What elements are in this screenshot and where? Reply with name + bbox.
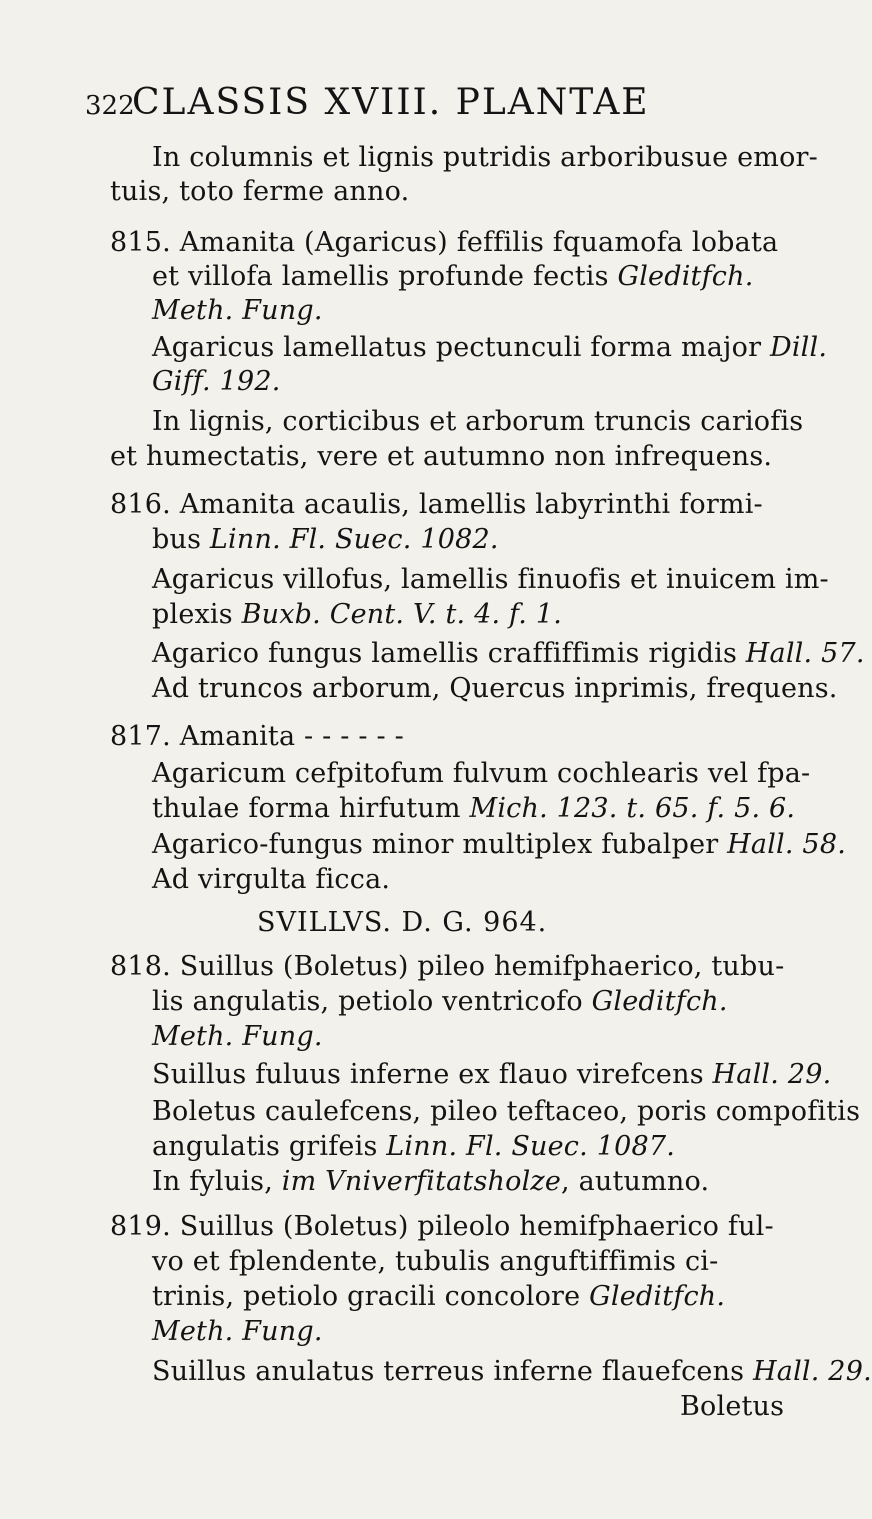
page-number: 322 (85, 91, 135, 121)
citation: Gleditfch. (617, 261, 754, 292)
citation: Meth. Fung. (152, 1021, 323, 1052)
line-text: In lignis, corticibus et arborum truncis cariofis (152, 406, 804, 437)
page-header (0, 78, 800, 128)
text-line (152, 331, 827, 365)
text-line (110, 720, 404, 754)
line-text: SVILLVS. D. G. 964. (257, 907, 548, 938)
line-text: Ad truncos arborum, Quercus inprimis, frequens. (152, 673, 838, 704)
citation: Hall. 57. (745, 638, 865, 669)
text-line (152, 1058, 831, 1092)
line-text: Suillus anulatus terreus inferne flauefcens (152, 1356, 754, 1387)
text-line (152, 365, 281, 399)
line-text: Ad virgulta ficca. (152, 864, 391, 895)
text-line (680, 1390, 784, 1424)
text-line (152, 1315, 323, 1349)
text-line (152, 523, 499, 557)
citation: Meth. Fung. (152, 1316, 323, 1347)
text-line (110, 488, 763, 522)
text-line (152, 985, 728, 1019)
text-line (152, 757, 810, 791)
line-text: trinis, petiolo gracili concolore (152, 1281, 590, 1312)
line-text: 819. Suillus (Boletus) pileolo hemifphaerico ful- (110, 1211, 774, 1242)
citation: Hall. 29. (753, 1356, 872, 1387)
citation: Meth. Fung. (152, 295, 323, 326)
line-text: Agarico fungus lamellis craffiffimis rigidis (152, 638, 746, 669)
citation: Mich. 123. t. 65. f. 5. 6. (469, 793, 796, 824)
line-text-after: , autumno. (561, 1166, 710, 1197)
text-line (152, 1355, 872, 1389)
text-line (152, 141, 818, 175)
citation: Dill. (769, 332, 828, 363)
line-text: angulatis grifeis (152, 1131, 387, 1162)
line-text: 818. Suillus (Boletus) pileo hemifphaerico, tubu- (110, 951, 785, 982)
citation: Gleditfch. (589, 1281, 726, 1312)
text-line (152, 1130, 675, 1164)
line-text: Agarico-fungus minor multiplex fubalper (152, 829, 728, 860)
running-title: CLASSIS XVIII. PLANTAE (132, 82, 650, 123)
text-line (152, 563, 829, 597)
text-line (110, 226, 778, 260)
text-line (152, 1280, 725, 1314)
line-text: tuis, toto ferme anno. (110, 176, 410, 207)
text-line (110, 950, 784, 984)
line-text: vo et fplendente, tubulis anguftiffimis ci- (152, 1246, 719, 1277)
citation: Hall. 29. (712, 1059, 832, 1090)
line-text: lis angulatis, petiolo ventricofo (152, 986, 592, 1017)
text-line (152, 1245, 718, 1279)
text-line (152, 828, 846, 862)
citation: Gleditfch. (591, 986, 728, 1017)
line-text: Agaricus villofus, lamellis finuofis et inuicem im- (152, 564, 829, 595)
text-line (110, 440, 772, 474)
text-line (152, 672, 838, 706)
line-text: 816. Amanita acaulis, lamellis labyrinthi formi- (110, 489, 763, 520)
line-text: et humectatis, vere et autumno non infrequens. (110, 441, 773, 472)
line-text: bus (152, 524, 210, 555)
text-line (152, 792, 795, 826)
line-text: Agaricum cefpitofum fulvum cochlearis vel fpa- (152, 758, 811, 789)
citation: Linn. Fl. Suec. 1082. (209, 524, 499, 555)
line-text: Boletus caulefcens, pileo teftaceo, poris compofitis (152, 1096, 861, 1127)
line-text: plexis (152, 599, 242, 630)
text-line (110, 175, 409, 209)
line-text: Boletus (680, 1391, 785, 1422)
text-line (152, 260, 753, 294)
text-line (152, 637, 865, 671)
line-text: In columnis et lignis putridis arboribusue emor- (152, 142, 818, 173)
text-line (152, 863, 390, 897)
text-line (152, 1165, 709, 1199)
line-text: Suillus fuluus inferne ex flauo virefcens (152, 1059, 713, 1090)
text-line (152, 598, 562, 632)
text-line (152, 1020, 323, 1054)
citation: Giff. 192. (152, 366, 281, 397)
text-line (110, 1210, 774, 1244)
citation: Hall. 58. (727, 829, 846, 860)
citation: im Vniverfitatsholze (281, 1166, 562, 1197)
line-text: 817. Amanita - - - - - - (110, 721, 404, 752)
text-line (152, 405, 803, 439)
text-line (257, 906, 547, 940)
citation: Buxb. Cent. V. t. 4. f. 1. (241, 599, 563, 630)
line-text: thulae forma hirfutum (152, 793, 470, 824)
line-text: et villofa lamellis profunde fectis (152, 261, 618, 292)
line-text: In fyluis, (152, 1166, 282, 1197)
text-line (152, 294, 323, 328)
line-text: Agaricus lamellatus pectunculi forma major (152, 332, 770, 363)
text-line (152, 1095, 860, 1129)
line-text: 815. Amanita (Agaricus) feffilis fquamofa lobata (110, 227, 779, 258)
citation: Linn. Fl. Suec. 1087. (386, 1131, 675, 1162)
